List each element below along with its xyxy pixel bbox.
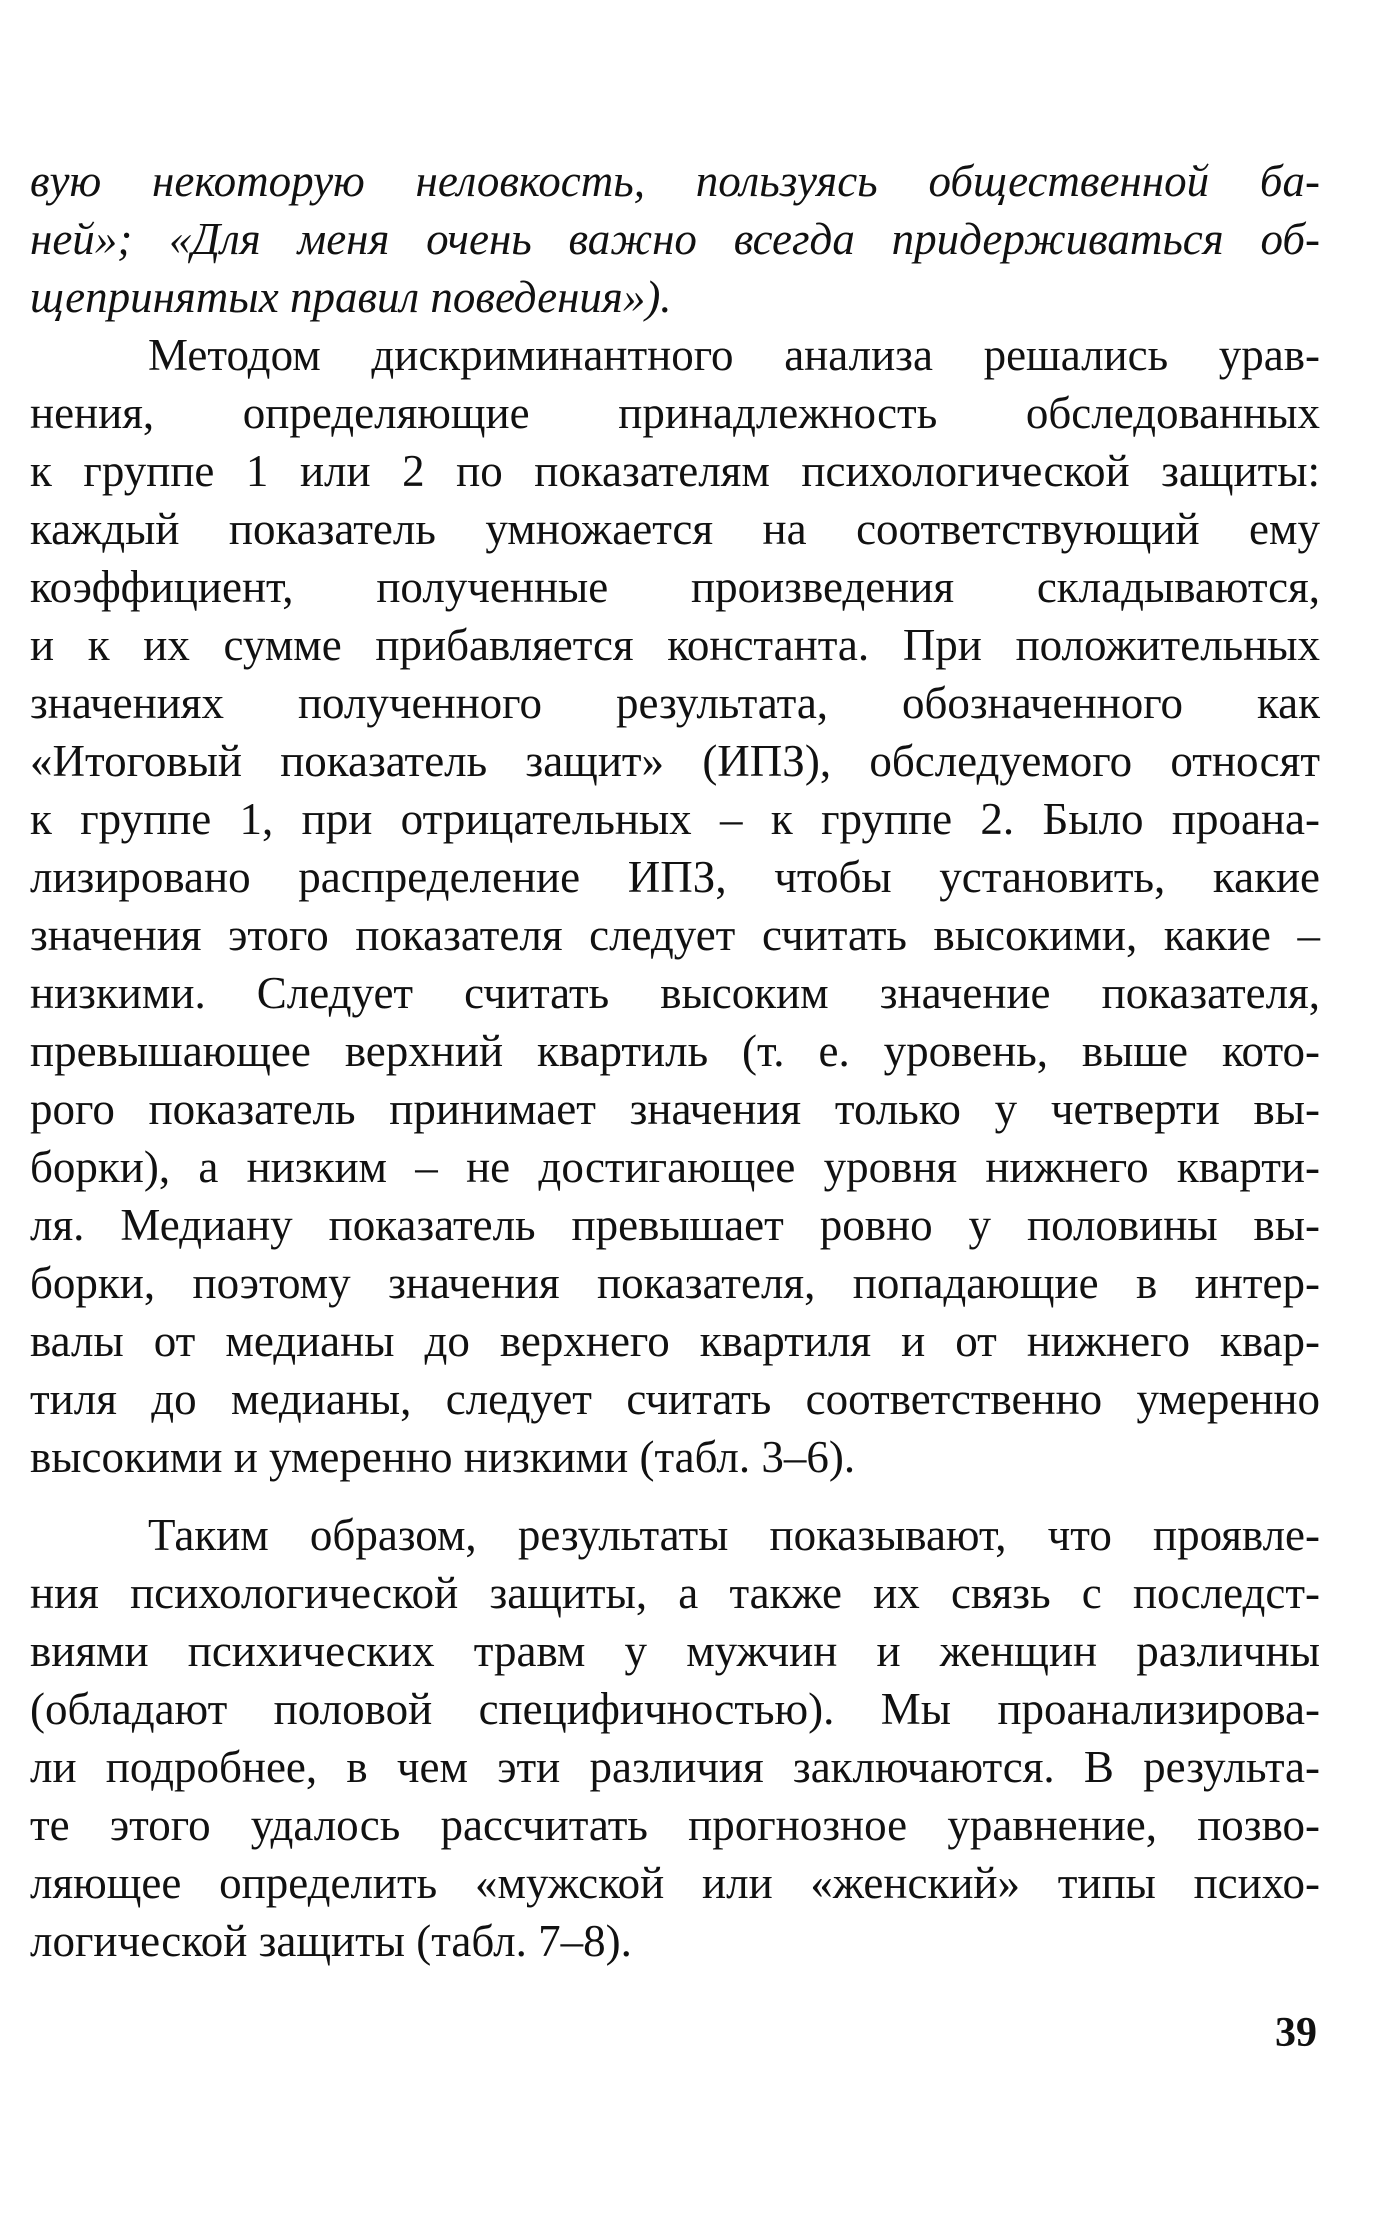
paragraph-spacer — [30, 1486, 1320, 1506]
text-line: валы от медианы до верхнего квартиля и от нижнего квар- — [30, 1316, 1320, 1366]
page-number: 39 — [1275, 2010, 1317, 2056]
text-line: виями психических травм у мужчин и женщин различны — [30, 1626, 1320, 1676]
text-line: значения этого показателя следует считать высокими, какие – — [30, 910, 1320, 960]
text-line: рого показатель принимает значения только у четверти вы- — [30, 1084, 1320, 1134]
text-line: ли подробнее, в чем эти различия заключаются. В результа- — [30, 1742, 1320, 1792]
text-line: коэффициент, полученные произведения складываются, — [30, 562, 1320, 612]
text-line: ния психологической защиты, а также их связь с последст- — [30, 1568, 1320, 1618]
text-line: лизировано распределение ИПЗ, чтобы установить, какие — [30, 852, 1320, 902]
text-line: низкими. Следует считать высоким значение показателя, — [30, 968, 1320, 1018]
paragraph-conclusion — [30, 1506, 1320, 1970]
page-body — [30, 152, 1320, 1970]
text-line: к группе 1, при отрицательных – к группе 2. Было проана- — [30, 794, 1320, 844]
text-line: щепринятых правил поведения»). — [30, 272, 672, 322]
paragraph-quote-continuation — [30, 152, 1320, 326]
text-line: те этого удалось рассчитать прогнозное уравнение, позво- — [30, 1800, 1320, 1850]
text-line: борки, поэтому значения показателя, попадающие в интер- — [30, 1258, 1320, 1308]
text-line: и к их сумме прибавляется константа. При положительных — [30, 620, 1320, 670]
text-line: высокими и умеренно низкими (табл. 3–6). — [30, 1432, 856, 1482]
text-line: вую некоторую неловкость, пользуясь общественной ба- — [30, 156, 1320, 206]
text-line: к группе 1 или 2 по показателям психологической защиты: — [30, 446, 1320, 496]
text-line: «Итоговый показатель защит» (ИПЗ), обследуемого относят — [30, 736, 1320, 786]
text-line: Таким образом, результаты показывают, что проявле- — [148, 1510, 1320, 1560]
text-line: каждый показатель умножается на соответствующий ему — [30, 504, 1320, 554]
text-line: ляющее определить «мужской или «женский» типы психо- — [30, 1858, 1320, 1908]
text-line: ля. Медиану показатель превышает ровно у половины вы- — [30, 1200, 1320, 1250]
text-line: значениях полученного результата, обозначенного как — [30, 678, 1320, 728]
text-line: ней»; «Для меня очень важно всегда придерживаться об- — [30, 214, 1320, 264]
paragraph-discriminant-analysis — [30, 326, 1320, 1486]
text-line: борки), а низким – не достигающее уровня нижнего кварти- — [30, 1142, 1320, 1192]
text-line: нения, определяющие принадлежность обследованных — [30, 388, 1320, 438]
text-line: (обладают половой специфичностью). Мы проанализирова- — [30, 1684, 1320, 1734]
text-line: логической защиты (табл. 7–8). — [30, 1916, 632, 1966]
text-line: превышающее верхний квартиль (т. е. уровень, выше кото- — [30, 1026, 1320, 1076]
text-line: тиля до медианы, следует считать соответственно умеренно — [30, 1374, 1320, 1424]
text-line: Методом дискриминантного анализа решались урав- — [148, 330, 1320, 380]
